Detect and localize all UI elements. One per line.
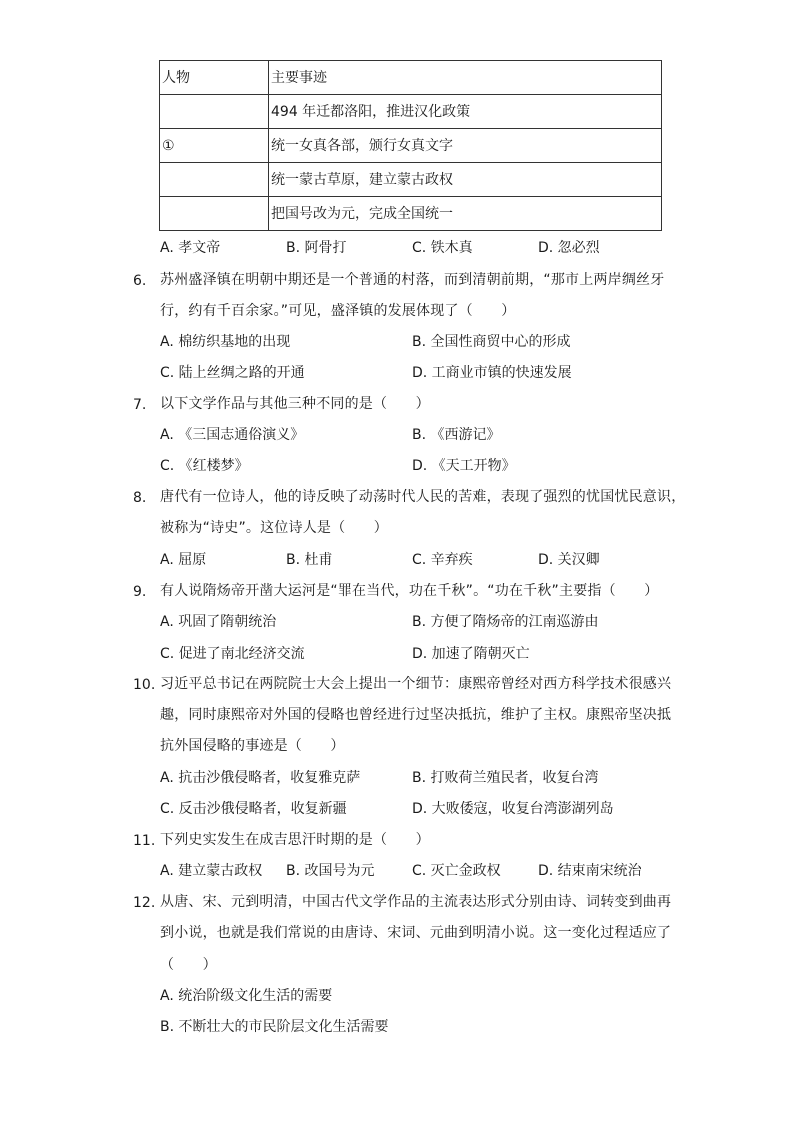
table-cell: 统一蒙古草原，建立蒙古政权 — [269, 163, 662, 197]
q10-option-a: A. 抗击沙俄侵略者，收复雅克萨 — [160, 770, 361, 786]
q9-option-b: B. 方便了隋炀帝的江南巡游由 — [412, 614, 599, 630]
q6-option-a: A. 棉纺织基地的出现 — [160, 334, 291, 350]
q11-option-d: D. 结束南宋统治 — [538, 863, 642, 879]
question-text-line: 习近平总书记在两院院士大会上提出一个细节：康熙帝曾经对西方科学技术很感兴 — [160, 676, 672, 692]
table-header-cell: 人物 — [160, 61, 269, 95]
q9-option-d: D. 加速了隋朝灭亡 — [412, 646, 530, 662]
table-cell: 把国号改为元，完成全国统一 — [269, 197, 662, 231]
question-number: 11. — [133, 833, 156, 849]
q7-option-c: C. 《红楼梦》 — [160, 458, 249, 474]
q7-option-d: D. 《天工开物》 — [412, 458, 516, 474]
table-cell — [160, 197, 269, 231]
question-text-line: （ ） — [160, 957, 217, 973]
question-number: 8. — [133, 490, 147, 506]
q5-option-d: D. 忽必烈 — [538, 240, 600, 256]
table-header-cell: 主要事迹 — [269, 61, 662, 95]
q7-option-a: A. 《三国志通俗演义》 — [160, 427, 305, 443]
q6-option-c: C. 陆上丝绸之路的开通 — [160, 365, 305, 381]
q5-option-b: B. 阿骨打 — [286, 240, 347, 256]
q8-option-b: B. 杜甫 — [286, 552, 333, 568]
q12-option-a: A. 统治阶级文化生活的需要 — [160, 988, 333, 1004]
q10-option-c: C. 反击沙俄侵略者，收复新疆 — [160, 801, 347, 817]
question-text-line: 抗外国侵略的事迹是（ ） — [160, 738, 345, 754]
table-row — [160, 95, 662, 129]
question-text-line: 趣，同时康熙帝对外国的侵略也曾经进行过坚决抵抗，维护了主权。康熙帝坚决抵 — [160, 707, 672, 723]
table-cell: ① — [160, 129, 269, 163]
question-text-line: 下列史实发生在成吉思汗时期的是（ ） — [160, 832, 430, 848]
q8-option-a: A. 屈原 — [160, 552, 207, 568]
table-cell: 统一女真各部，颁行女真文字 — [269, 129, 662, 163]
q6-option-b: B. 全国性商贸中心的形成 — [412, 334, 571, 350]
table-cell — [160, 95, 269, 129]
q8-option-d: D. 关汉卿 — [538, 552, 600, 568]
q6-option-d: D. 工商业市镇的快速发展 — [412, 365, 572, 381]
question-number: 9. — [133, 584, 147, 600]
question-text-line: 行，约有千百余家。”可见，盛泽镇的发展体现了（ ） — [160, 303, 516, 319]
q11-option-a: A. 建立蒙古政权 — [160, 863, 263, 879]
question-text-line: 以下文学作品与其他三种不同的是（ ） — [160, 396, 430, 412]
question-number: 7. — [133, 397, 147, 413]
q8-option-c: C. 辛弃疾 — [412, 552, 473, 568]
question-text-line: 有人说隋炀帝开凿大运河是“罪在当代，功在千秋”。“功在千秋”主要指（ ） — [160, 583, 659, 599]
q10-option-d: D. 大败倭寇，收复台湾澎湖列岛 — [412, 801, 614, 817]
question-text-line: 唐代有一位诗人，他的诗反映了动荡时代人民的苦难，表现了强烈的忧国忧民意识， — [160, 489, 686, 505]
question-number: 6. — [133, 273, 147, 289]
q5-option-a: A. 孝文帝 — [160, 240, 221, 256]
q11-option-b: B. 改国号为元 — [286, 863, 375, 879]
question-text-line: 被称为“诗史”。这位诗人是（ ） — [160, 520, 388, 536]
question-text-line: 从唐、宋、元到明清，中国古代文学作品的主流表达形式分别由诗、词转变到曲再 — [160, 894, 672, 910]
table-header-row — [160, 61, 662, 95]
q9-option-a: A. 巩固了隋朝统治 — [160, 614, 277, 630]
q10-option-b: B. 打败荷兰殖民者，收复台湾 — [412, 770, 599, 786]
table-cell: 494 年迁都洛阳，推进汉化政策 — [269, 95, 662, 129]
table-row — [160, 163, 662, 197]
q9-option-c: C. 促进了南北经济交流 — [160, 646, 305, 662]
q11-option-c: C. 灭亡金政权 — [412, 863, 501, 879]
q12-option-b: B. 不断壮大的市民阶层文化生活需要 — [160, 1019, 389, 1035]
historical-figures-table — [159, 60, 662, 231]
q7-option-b: B. 《西游记》 — [412, 427, 501, 443]
q5-option-c: C. 铁木真 — [412, 240, 473, 256]
question-text-line: 到小说，也就是我们常说的由唐诗、宋词、元曲到明清小说。这一变化过程适应了 — [160, 925, 672, 941]
question-number: 12. — [133, 895, 156, 911]
question-text-line: 苏州盛泽镇在明朝中期还是一个普通的村落，而到清朝前期，“那市上两岸绸丝牙 — [160, 272, 665, 288]
table-row — [160, 129, 662, 163]
table-row — [160, 197, 662, 231]
table-cell — [160, 163, 269, 197]
question-number: 10. — [133, 677, 156, 693]
